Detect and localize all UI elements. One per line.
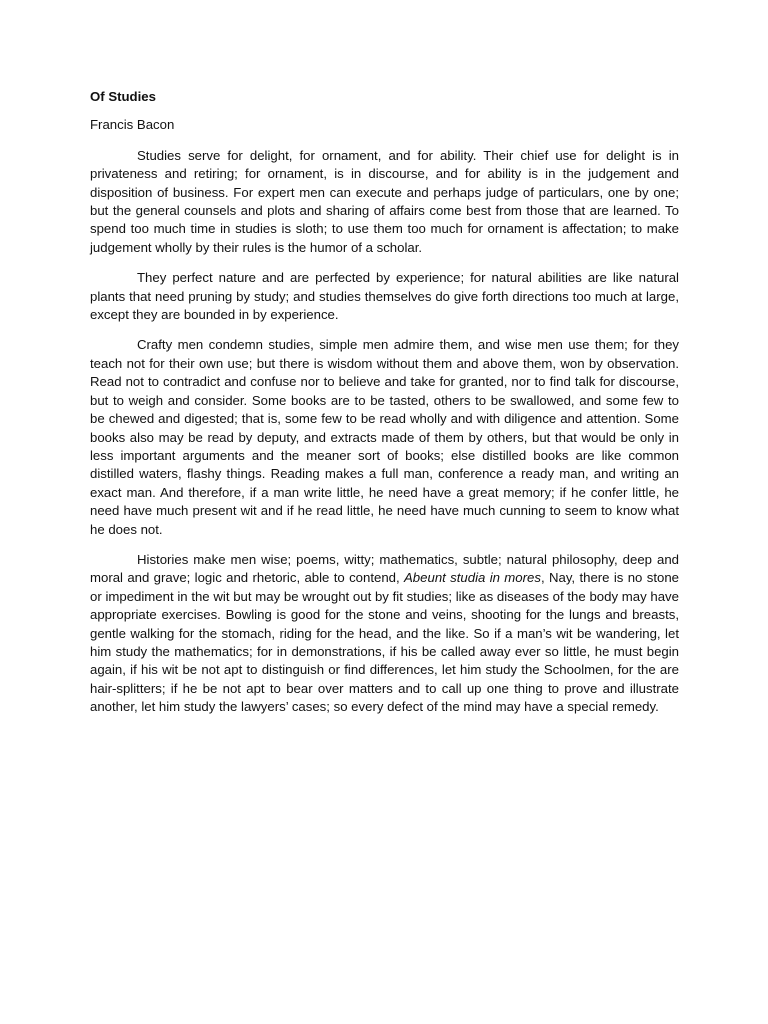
paragraph-4-text-before: Histories make men wise; poems, witty; mathematics, subtle; natural philosophy, deep and moral and grave; logic and rhetoric, able to contend, <box>90 551 679 586</box>
document-author: Francis Bacon <box>90 117 175 133</box>
document-page <box>90 88 679 729</box>
paragraph-4-italic-phrase: Abeunt studia in mores <box>404 570 541 586</box>
paragraph-3: Crafty men condemn studies, simple men admire them, and wise men use them; for they teach not for their own use; but there is wisdom without them and above them, won by observation. Read not to contradict and confuse nor to believe and take for granted, nor to find talk for discourse, but to weigh and consider. Some books are to be tasted, others to be swallowed, and some few to be chewed and digested; that is, some few to be read wholly and with diligence and attention. Some books also may be read by deputy, and extracts made of them by others, but that would be only in less important arguments and the meaner sort of books; else distilled books are like common distilled waters, flashy things. Reading makes a full man, conference a ready man, and writing an exact man. And therefore, if a man write little, he need have a great memory; if he confer little, he need have much present wit and if he read little, he need have much cunning to seem to know what he does not. <box>90 337 679 537</box>
paragraph-4 <box>90 551 679 717</box>
paragraph-4-text-after: , Nay, there is no stone or impediment in the wit but may be wrought out by fit studies; like as diseases of the body may have appropriate exercises. Bowling is good for the stone and veins, shooting for the lungs and breasts, gentle walking for the stomach, riding for the head, and the like. So if a man’s wit be wandering, let him study the mathematics; for in demonstrations, if his be called away ever so little, he must begin again, if his wit be not apt to distinguish or find differences, let him study the Schoolmen, for the are hair-splitters; if he be not apt to bear over matters and to call up one thing to prove and illustrate another, let him study the lawyers’ cases; so every defect of the mind may have a special remedy. <box>90 570 679 715</box>
document-title: Of Studies <box>90 89 156 104</box>
paragraph-1: Studies serve for delight, for ornament, and for ability. Their chief use for delight is in privateness and retiring; for ornament, is in discourse, and for ability is in the judgement and disposition of business. For expert men can execute and perhaps judge of particulars, one by one; but the general counsels and plots and sharing of affairs come best from those that are learned. To spend too much time in studies is sloth; to use them too much for ornament is affectation; to make judgement wholly by their rules is the humor of a scholar. <box>90 147 679 255</box>
paragraph-2: They perfect nature and are perfected by experience; for natural abilities are like natural plants that need pruning by study; and studies themselves do give forth directions too much at large, except they are bounded in by experience. <box>90 270 679 323</box>
